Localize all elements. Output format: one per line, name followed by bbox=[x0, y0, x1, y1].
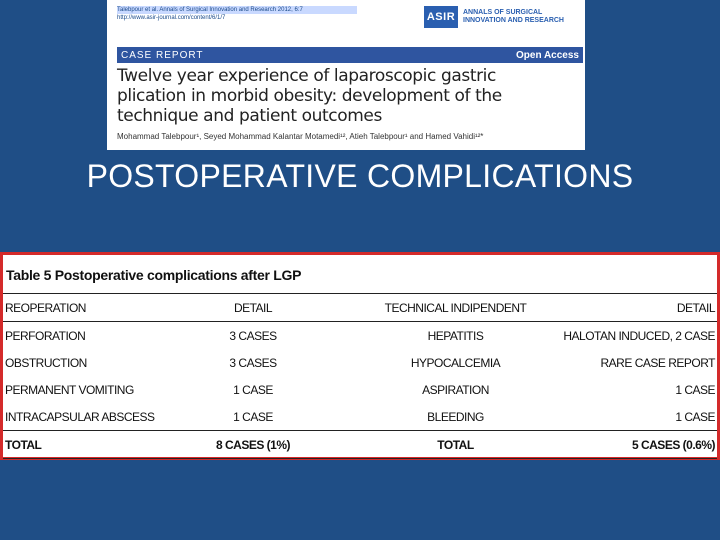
header-cell: DETAIL bbox=[676, 300, 715, 315]
table-cell: OBSTRUCTION bbox=[5, 355, 87, 370]
journal-name-line: INNOVATION AND RESEARCH bbox=[463, 17, 564, 24]
table-cell: 3 CASES bbox=[229, 355, 277, 370]
journal-name bbox=[463, 9, 583, 25]
table-cell: 1 CASE bbox=[233, 382, 273, 397]
paper-title bbox=[117, 66, 585, 126]
total-cell: 5 CASES (0.6%) bbox=[631, 437, 715, 452]
table-row bbox=[3, 322, 717, 349]
header-cell: TECHNICAL INDIPENDENT bbox=[384, 300, 527, 315]
complications-table-panel bbox=[0, 252, 720, 460]
case-report-label: CASE REPORT bbox=[121, 49, 204, 61]
table-cell: RARE CASE REPORT bbox=[600, 355, 715, 370]
table-row bbox=[3, 403, 717, 430]
table-cell: PERFORATION bbox=[5, 328, 86, 343]
table-cell: INTRACAPSULAR ABSCESS bbox=[5, 409, 155, 424]
table-cell: 1 CASE bbox=[675, 409, 715, 424]
paper-title-line: technique and patient outcomes bbox=[117, 106, 382, 126]
table-cell: HYPOCALCEMIA bbox=[410, 355, 501, 370]
table-cell: HEPATITIS bbox=[427, 328, 484, 343]
table-cell: 1 CASE bbox=[675, 382, 715, 397]
citation bbox=[117, 6, 357, 22]
table-cell: BLEEDING bbox=[427, 409, 484, 424]
journal-name-line: ANNALS OF SURGICAL bbox=[463, 9, 543, 16]
paper-title-line: Twelve year experience of laparoscopic gastric bbox=[117, 66, 496, 86]
slide-title: POSTOPERATIVE COMPLICATIONS bbox=[86, 158, 634, 194]
table-cell: HALOTAN INDUCED, 2 CASE bbox=[563, 328, 715, 343]
table-total-row bbox=[3, 430, 717, 459]
paper-title-line: plication in morbid obesity: development of the bbox=[117, 86, 502, 106]
table-header-row bbox=[3, 293, 717, 322]
total-cell: TOTAL bbox=[437, 437, 474, 452]
open-access-label: Open Access bbox=[516, 49, 579, 61]
complications-table bbox=[3, 293, 717, 459]
article-type-banner bbox=[117, 47, 583, 63]
authors: Mohammad Talebpour¹, Seyed Mohammad Kalantar Motamedi¹², Atieh Talebpour¹ and Hamed Vahidi¹²* bbox=[117, 132, 484, 141]
table-row bbox=[3, 376, 717, 403]
citation-line: http://www.asir-journal.com/content/6/1/7 bbox=[117, 15, 226, 21]
paper-header-image bbox=[107, 0, 585, 150]
header-cell: REOPERATION bbox=[5, 300, 86, 315]
table-caption: Table 5 Postoperative complications after LGP bbox=[6, 267, 302, 283]
header-cell: DETAIL bbox=[233, 300, 273, 315]
total-cell: TOTAL bbox=[5, 437, 42, 452]
table-cell: PERMANENT VOMITING bbox=[5, 382, 134, 397]
table-cell: ASPIRATION bbox=[422, 382, 489, 397]
asir-logo: ASIR bbox=[424, 6, 458, 28]
table-row bbox=[3, 349, 717, 376]
table-cell: 1 CASE bbox=[233, 409, 273, 424]
table-cell: 3 CASES bbox=[229, 328, 277, 343]
citation-line: Talebpour et al. Annals of Surgical Innovation and Research 2012, 6:7 bbox=[117, 6, 357, 14]
total-cell: 8 CASES (1%) bbox=[215, 437, 291, 452]
